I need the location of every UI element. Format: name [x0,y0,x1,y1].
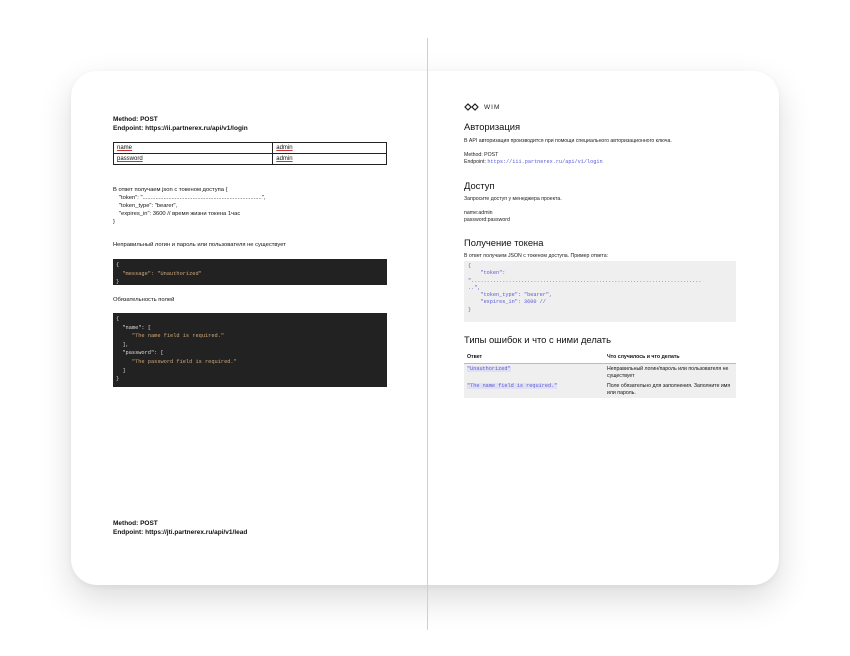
left-endpoint-2: Endpoint: https://jti.partnerex.ru/api/v1/lead [113,529,248,536]
code-line: "message": "Unauthorized" [116,270,202,277]
logo-text: WIM [484,103,501,111]
code-line: { [116,262,120,268]
errors-title: Типы ошибок и что с ними делать [464,334,611,345]
error-code-block [113,259,387,285]
code-line: } [116,376,120,383]
token-text: В ответ получаем JSON с токеном доступа. Пример ответа: [464,253,609,259]
access-text: Запросите доступ у менеджера проекта. [464,196,562,202]
page-divider [427,38,428,630]
table-row [114,154,387,165]
table-cell: Неправильный логин/пароль или пользователя не существует [604,364,736,382]
auth-title: Авторизация [464,121,521,132]
left-method-2: Method: POST [113,520,158,527]
table-cell: Поле обязательно для заполнения. Заполните имя или пароль. [604,381,736,398]
credentials-table [113,142,387,165]
code-line: } [116,279,120,286]
table-cell: admin [273,154,387,165]
left-endpoint: Endpoint: https://ii.partnerex.ru/api/v1/login [113,125,248,132]
table-row [464,381,736,398]
code-line: { [116,316,120,322]
error-note: Неправильный логин и пароль или пользователя не существует [113,242,286,248]
table-cell [464,364,604,382]
response-line: "token": "..........................................................................", [119,195,266,201]
errors-table [464,351,736,398]
table-header-row [464,351,736,364]
response-line: } [113,219,115,225]
code-line: "The password field is required." [116,358,237,365]
table-row [464,364,736,382]
auth-endpoint [464,159,603,166]
token-title: Получение токена [464,237,544,248]
left-endpoint-block [113,115,248,133]
auth-endpoint-label: Endpoint: [464,159,486,165]
access-title: Доступ [464,180,495,191]
table-cell: password [114,154,273,165]
code-line: "password": [ [116,350,164,357]
error-code: "Unauthorized" [467,366,511,372]
required-note: Обязательность полей [113,297,175,303]
required-code-block [113,313,387,387]
access-login: name:admin [464,210,493,216]
table-header: Что случилось и что делать [607,354,680,360]
error-code: "The name field is required." [467,383,558,389]
left-endpoint-block-2 [113,519,247,537]
table-row [114,143,387,154]
table-cell: admin [273,143,387,154]
access-password: password:password [464,217,510,223]
auth-endpoint-url[interactable]: https://iii.partnerex.ru/api/v1/login [487,159,603,165]
logo-icon [464,103,480,111]
code-line: ] [116,367,126,374]
code-line: ], [116,341,129,348]
response-line: "expires_in": 3600 // время жизни токена 1час [119,211,241,217]
response-line: "token_type": "bearer", [119,203,178,209]
table-cell: name [114,143,273,154]
auth-method: Method: POST [464,152,499,158]
code-line: "name": [ [116,324,151,331]
response-intro: В ответ получаем json с токеном доступа { [113,187,228,193]
left-method: Method: POST [113,116,158,123]
code-line: "The name field is required." [116,333,225,340]
response-description [113,186,383,226]
auth-text: В API авторизация производится при помощи специального авторизационного ключа. [464,138,672,144]
token-code-block: { "token": ".......................................................................... ..", "token_type": "bearer", "expires_in": 3600 // } [464,261,736,322]
table-header: Ответ [467,354,483,360]
table-cell [464,381,604,398]
wim-logo [464,103,500,111]
